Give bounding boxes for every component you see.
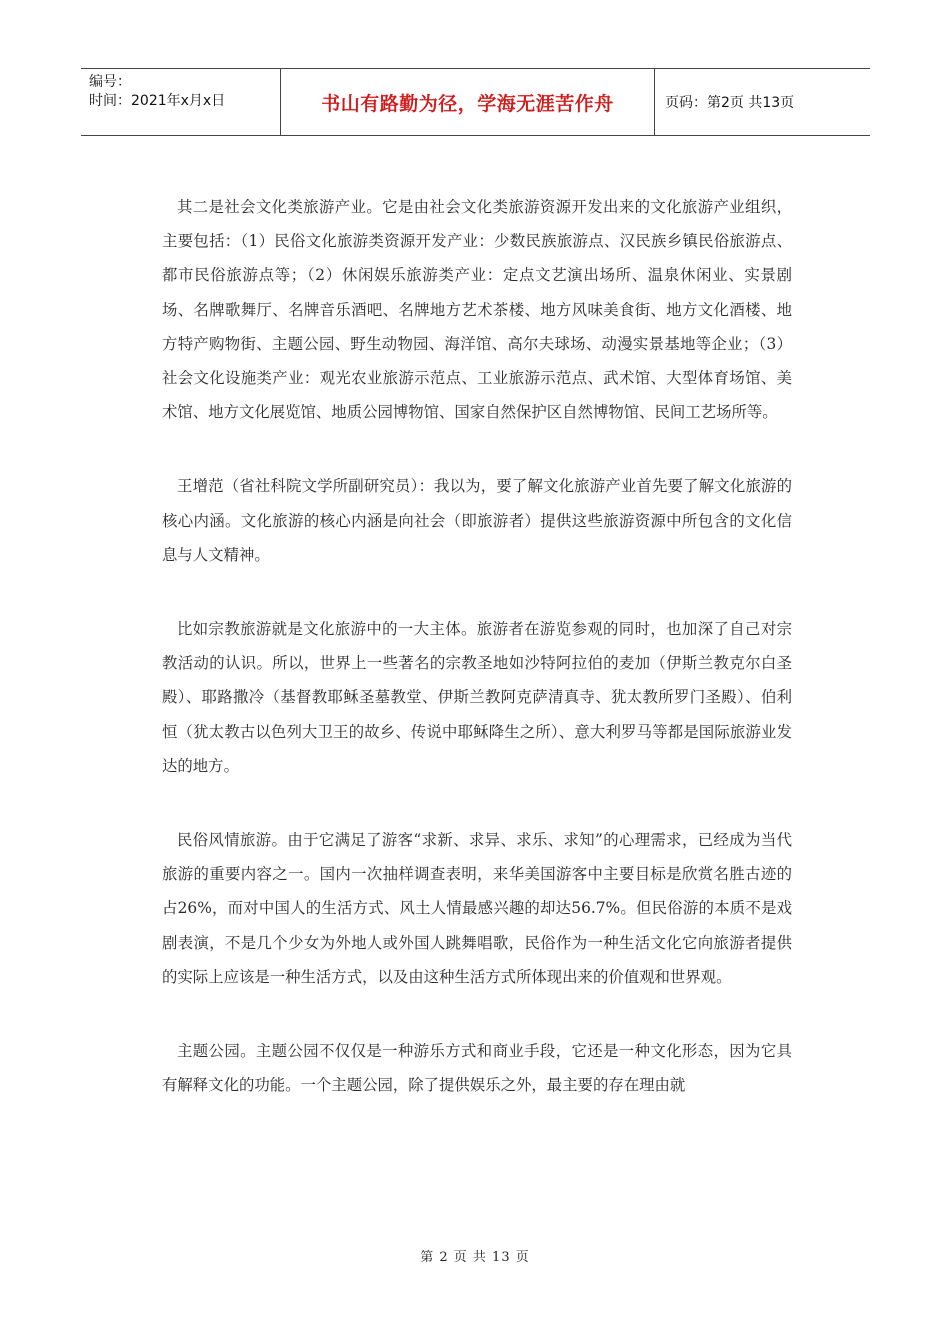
paragraph-theme-park: 主题公园。主题公园不仅仅是一种游乐方式和商业手段，它还是一种文化形态，因为它具有解释文化的功能。一个主题公园，除了提供娱乐之外，最主要的存在理由就 bbox=[162, 1042, 792, 1095]
paragraph-religious-tourism: 比如宗教旅游就是文化旅游中的一大主体。旅游者在游览参观的同时，也加深了自己对宗教活动的认识。所以，世界上一些著名的宗教圣地如沙特阿拉伯的麦加（伊斯兰教克尔白圣殿）、耶路撒冷（基督教耶稣圣墓教堂、伊斯兰教阿克萨清真寺、犹太教所罗门圣殿）、伯利恒（犹太教古以色列大卫王的故乡、传说中耶稣降生之所）、意大利罗马等都是国际旅游业发达的地方。 bbox=[162, 620, 792, 775]
paragraph-social-culture-industry: 其二是社会文化类旅游产业。它是由社会文化类旅游资源开发出来的文化旅游产业组织，主要包括：（1）民俗文化旅游类资源开发产业：少数民族旅游点、汉民族乡镇民俗旅游点、都市民俗旅游点等；（2）休闲娱乐旅游类产业：定点文艺演出场所、温泉休闲业、实景剧场、名牌歌舞厅、名牌音乐酒吧、名牌地方艺术茶楼、地方风味美食街、地方文化酒楼、地方特产购物街、主题公园、野生动物园、海洋馆、高尔夫球场、动漫实景基地等企业；（3）社会文化设施类产业：观光农业旅游示范点、工业旅游示范点、武术馆、大型体育场馆、美术馆、地方文化展览馆、地质公园博物馆、国家自然保护区自然博物馆、民间工艺场所等。 bbox=[162, 198, 792, 422]
header-motto: 书山有路勤为径，学海无涯苦作舟 bbox=[281, 69, 655, 135]
document-date: 时间：2021年x月x日 bbox=[89, 93, 226, 109]
document-number-label: 编号： bbox=[89, 74, 131, 90]
paragraph-folk-custom-tourism: 民俗风情旅游。由于它满足了游客“求新、求异、求乐、求知”的心理需求，已经成为当代旅游的重要内容之一。国内一次抽样调查表明，来华美国游客中主要目标是欣赏名胜古迹的占26%，而对中国人的生活方式、风土人情最感兴趣的却达56.7%。但民俗游的本质不是戏剧表演，不是几个少女为外地人或外国人跳舞唱歌，民俗作为一种生活文化它向旅游者提供的实际上应该是一种生活方式，以及由这种生活方式所体现出来的价值观和世界观。 bbox=[162, 831, 792, 986]
header-meta bbox=[81, 69, 281, 135]
page-footer: 第 2 页 共 13 页 bbox=[420, 1250, 530, 1265]
header-page-info: 页码：第2页 共13页 bbox=[665, 95, 795, 111]
document-header bbox=[81, 68, 870, 136]
paragraph-wang-zengfan-quote: 王增范（省社科院文学所副研究员）：我以为，要了解文化旅游产业首先要了解文化旅游的核心内涵。文化旅游的核心内涵是向社会（即旅游者）提供这些旅游资源中所包含的文化信息与人文精神。 bbox=[162, 477, 792, 564]
document-body bbox=[162, 190, 792, 1142]
